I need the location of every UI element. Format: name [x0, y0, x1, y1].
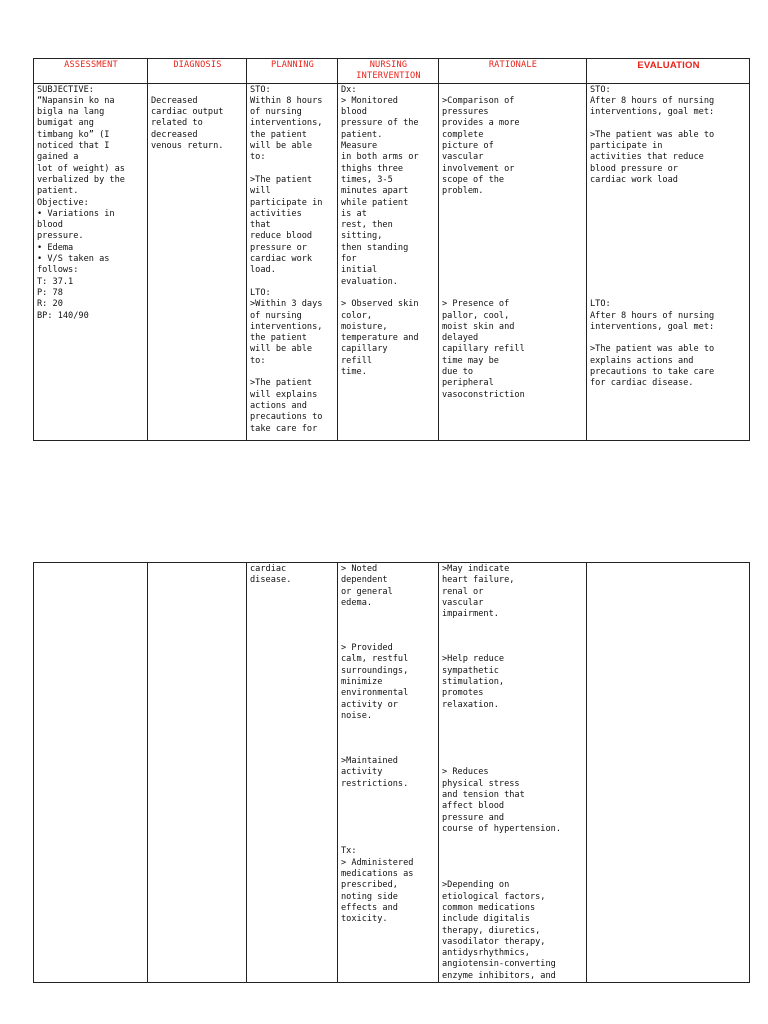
- planning-header: PLANNING: [247, 59, 338, 84]
- assessment-cell: [34, 563, 148, 983]
- intervention-cell: Dx: > Monitored blood pressure of the patient. Measure in both arms or thighs three times, 3-5 minutes apart while patient is at rest, then sitting, then standing for initial evaluation. > Observed skin color, moisture, temperature and capillary refill time.: [338, 83, 439, 440]
- diagnosis-cell: Decreased cardiac output related to decreased venous return.: [148, 83, 247, 440]
- evaluation-cell: STO: After 8 hours of nursing interventions, goal met: >The patient was able to participate in activities that reduce blood pressure or cardiac work load LTO: After 8 hours of nursing interventions, goal met: >The patient was able to explains actions and precautions to take care for cardiac disease.: [587, 83, 750, 440]
- diagnosis-cell: [148, 563, 247, 983]
- care-plan-table-page-2: [33, 562, 750, 983]
- planning-cell: cardiac disease.: [247, 563, 338, 983]
- care-plan-table-page-1: [33, 58, 750, 441]
- planning-cell: STO: Within 8 hours of nursing interventions, the patient will be able to: >The patient will participate in activities that reduce blood pressure or cardiac work load. LTO: >Within 3 days of nursing interventions, the patient will be able to: >The patient will explains actions and precautions to take care for: [247, 83, 338, 440]
- table-row: [34, 563, 750, 983]
- evaluation-cell: [587, 563, 750, 983]
- evaluation-header: EVALUATION: [587, 59, 750, 84]
- header-row: [34, 59, 750, 84]
- assessment-cell: SUBJECTIVE: “Napansin ko na bigla na lang bumigat ang timbang ko” (I noticed that I gained a lot of weight) as verbalized by the patient. Objective: • Variations in blood pressure. • Edema • V/S taken as follows: T: 37.1 P: 78 R: 20 BP: 140/90: [34, 83, 148, 440]
- intervention-header: NURSING INTERVENTION: [338, 59, 439, 84]
- table-row: [34, 83, 750, 440]
- assessment-header: ASSESSMENT: [34, 59, 148, 84]
- intervention-cell: > Noted dependent or general edema. > Provided calm, restful surroundings, minimize environmental activity or noise. >Maintained activity restrictions. Tx: > Administered medications as prescribed, noting side effects and toxicity.: [338, 563, 439, 983]
- rationale-cell: >May indicate heart failure, renal or vascular impairment. >Help reduce sympathetic stimulation, promotes relaxation. > Reduces physical stress and tension that affect blood pressure and course of hypertension. >Depending on etiological factors, common medications include digitalis therapy, diuretics, vasodilator therapy, antidysrhythmics, angiotensin-converting enzyme inhibitors, and: [439, 563, 587, 983]
- rationale-header: RATIONALE: [439, 59, 587, 84]
- rationale-cell: >Comparison of pressures provides a more complete picture of vascular involvement or scope of the problem. > Presence of pallor, cool, moist skin and delayed capillary refill time may be due to peripheral vasoconstriction: [439, 83, 587, 440]
- diagnosis-header: DIAGNOSIS: [148, 59, 247, 84]
